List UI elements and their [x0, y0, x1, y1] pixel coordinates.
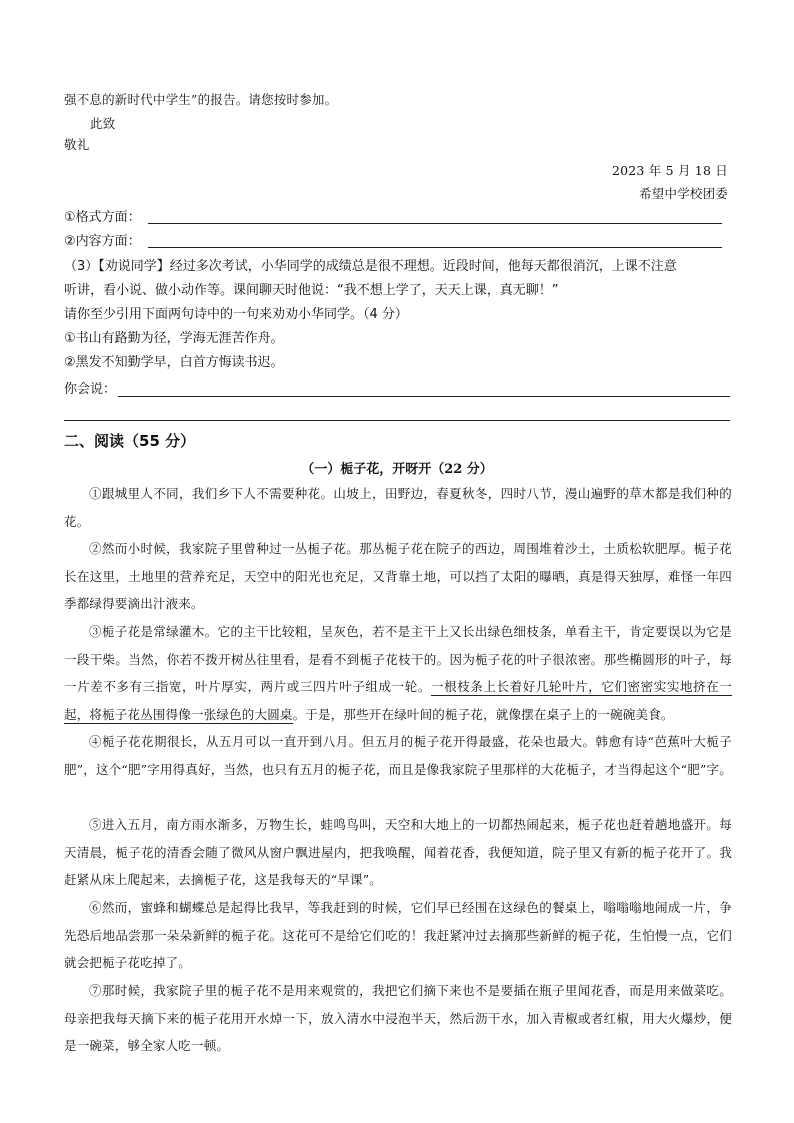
section-heading: 二、阅读（55 分）	[64, 432, 196, 450]
letter-signature: 希望中学校团委	[639, 186, 728, 201]
paragraph-2: ②然而小时候，我家院子里曾种过一丛栀子花。那丛栀子花在院子的西边，周围堆着沙土，土质松软肥厚。栀子花长在这里，土地里的营养充足，天空中的阳光也充足，又背靠土地，可以挡了太阳的曝晒，真是得天独厚，难怪一年四季都绿得要滴出汁液来。	[64, 541, 732, 611]
letter-date: 2023 年 5 月 18 日	[611, 163, 728, 178]
letter-closing-2: 敬礼	[64, 137, 90, 152]
q3-line-3: 请你至少引用下面两句诗中的一句来劝劝小华同学。（4 分）	[64, 307, 408, 322]
format-label: ①格式方面：	[64, 210, 141, 225]
paragraph-5: ⑤进入五月，南方雨水渐多，万物生长，蛙鸣鸟叫，天空和大地上的一切都热闹起来，栀子花也赶着趟地盛开。每天清晨，栀子花的清香会随了微风从窗户飘进屋内，把我唤醒，闻着花香，我便知道，院子里又有新的栀子花开了。我赶紧从床上爬起来，去摘栀子花，这是我每天的“早课”。	[64, 817, 732, 887]
answer-line-2[interactable]	[64, 420, 730, 421]
paragraph-3	[64, 618, 732, 728]
paragraph-1: ①跟城里人不同，我们乡下人不需要种花。山坡上，田野边，春夏秋冬，四时八节，漫山遍野的草木都是我们种的花。	[64, 486, 732, 529]
paragraph-4: ④栀子花花期很长，从五月可以一直开到八月。但五月的栀子花开得最盛，花朵也最大。韩愈有诗“芭蕉叶大栀子肥”，这个“肥”字用得真好，当然，也只有五月的栀子花，而且是像我家院子里那样的大花栀子，才当得起这个“肥”字。	[64, 734, 732, 777]
q3-line-1: （3）【劝说同学】经过多次考试，小华同学的成绩总是很不理想。近段时间，他每天都很消沉，上课不注意	[64, 259, 677, 274]
paragraph-6: ⑥然而，蜜蜂和蝴蝶总是起得比我早，等我赶到的时候，它们早已经围在这绿色的餐桌上，嗡嗡嗡地闹成一片，争先恐后地品尝那一朵朵新鲜的栀子花。这花可不是给它们吃的！我赶紧冲过去摘那些新鲜的栀子花，生怕慢一点，它们就会把栀子花吃掉了。	[64, 900, 732, 970]
answer-label: 你会说：	[64, 382, 117, 397]
letter-closing-1: 此致	[90, 116, 116, 131]
paragraph-7: ⑦那时候，我家院子里的栀子花不是用来观赏的，我把它们摘下来也不是要插在瓶子里闻花香，而是用来做菜吃。母亲把我每天摘下来的栀子花用开水焯一下，放入清水中浸泡半天，然后沥干水，加入青椒或者红椒，用大火爆炒，便是一碗菜，够全家人吃一顿。	[64, 983, 732, 1053]
passage-title: （一）栀子花，开呀开（22 分）	[301, 462, 493, 477]
content-answer-line[interactable]	[148, 247, 722, 248]
poem-2: ②黑发不知勤学早，白首方悔读书迟。	[64, 355, 284, 370]
answer-line-1[interactable]	[118, 396, 730, 397]
q3-line-2: 听讲，看小说、做小动作等。课间聊天时他说：“我不想上学了，天天上课，真无聊！”	[64, 283, 559, 298]
underlined-sentence: 一根枝条上长着好几轮叶片，它们密密实实地挤在一起，将栀子花丛围得像一张绿色的大圆桌	[64, 679, 732, 722]
paragraph-3-text-b: 。于是，那些开在绿叶间的栀子花，就像摆在桌子上的一碗碗美食。	[292, 706, 674, 722]
letter-line: 强不息的新时代中学生”的报告。请您按时参加。	[64, 92, 338, 107]
content-label: ②内容方面：	[64, 234, 141, 249]
paragraph-3-text-a: ③栀子花是常绿灌木。它的主干比较粗，呈灰色，若不是主干上又长出绿色细枝条，单看主干，肯定要误以为它是一段干柴。当然，你若不拨开树丛往里看，是看不到栀子花枝干的。因为栀子花的叶子很浓密。那些椭圆形的叶子，每一片差不多有三指宽，叶片厚实，两片或三四片叶子组成一轮。	[64, 624, 732, 694]
poem-1: ①书山有路勤为径，学海无涯苦作舟。	[64, 331, 284, 346]
format-answer-line[interactable]	[148, 223, 722, 224]
